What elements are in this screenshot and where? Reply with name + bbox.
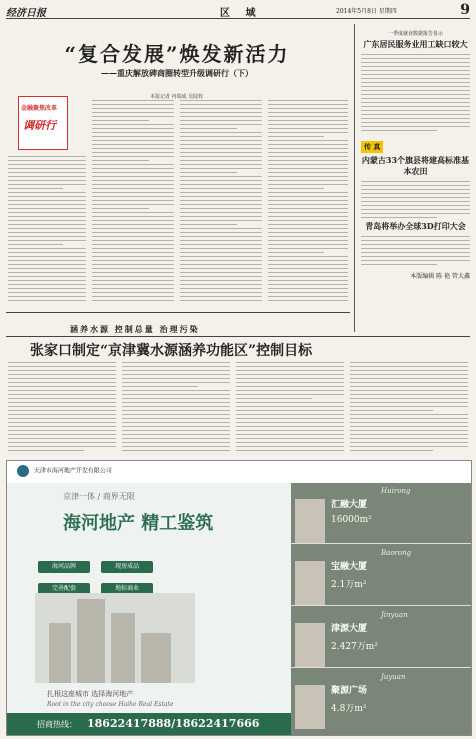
tower-shape: [77, 599, 105, 683]
project-area: 4.8万m²: [331, 704, 367, 714]
project-area: 2.1万m²: [331, 580, 367, 590]
lead-bottom-rule: [6, 312, 350, 313]
badge-main-text: 调研行: [23, 119, 56, 132]
ad-brand-line: 京津一体 / 商界无限: [63, 492, 135, 501]
phone-number: 18622417888/18622417666: [87, 717, 260, 730]
lead-body-col-3: [180, 100, 262, 306]
feature-pill: 现房成品: [101, 561, 153, 573]
ad-slogan: 扎根这座城市 选择海河地产: [47, 690, 134, 698]
story2-body-col-3: [236, 362, 344, 454]
building-thumbnail: [295, 499, 325, 543]
project-english-name: Juyuan: [381, 673, 406, 681]
project-name: 汇融大厦: [331, 500, 368, 510]
lead-body-col-2: [92, 100, 174, 306]
project-english-name: Baorong: [381, 549, 412, 557]
lead-body-col-4: [268, 100, 348, 306]
real-estate-ad: [6, 460, 472, 736]
lead-subheadline: ——重庆解放碑商圈转型升级调研行（下）: [101, 68, 253, 78]
project-name: 津源大厦: [331, 624, 368, 634]
project-tile: [291, 607, 471, 668]
page-header: [6, 4, 470, 19]
brief-1-title: 广东居民服务业用工缺口较大: [363, 39, 468, 49]
phone-label: 招商热线：: [37, 720, 77, 729]
feature-pill: 地标商业: [101, 583, 153, 595]
story2-body-col-4: [350, 362, 468, 454]
paper-name: 经济日报: [6, 8, 46, 19]
tower-shape: [49, 623, 71, 683]
briefs-column: [354, 24, 470, 332]
ad-building-illustration: [35, 593, 195, 683]
brief-2-title: 内蒙古33个旗县将建高标准基本农田: [361, 155, 470, 176]
page-number: 9: [460, 2, 470, 18]
project-name: 宝融大厦: [331, 562, 368, 572]
lead-headline: “复合发展”焕发新活力: [64, 42, 290, 66]
tower-shape: [141, 633, 171, 683]
ad-phone-bar: [7, 713, 291, 735]
lead-byline: 本报记者 冉瑞成 吴陆牧: [150, 94, 204, 100]
building-thumbnail: [295, 623, 325, 667]
project-area: 16000m²: [331, 515, 372, 525]
page-editors: 本版编辑 陈 艳 管大鑫: [410, 273, 470, 280]
project-tile: [291, 545, 471, 606]
column-badge: [18, 96, 68, 150]
story2-body-col-1: [8, 362, 116, 454]
brief-2-body: [361, 181, 470, 218]
lead-body-col-1: [8, 156, 86, 306]
brief-1-body: [361, 54, 470, 131]
brief-1-header: 一季度就业数据报告显示: [387, 31, 443, 37]
story2-body-col-2: [122, 362, 230, 454]
section-title: 区 域: [220, 8, 262, 19]
project-area: 2.427万m²: [331, 642, 378, 652]
project-name: 聚源广场: [331, 686, 368, 696]
brief-3-title: 青岛将举办全球3D打印大会: [365, 221, 466, 231]
building-thumbnail: [295, 561, 325, 605]
ad-headline: 海河地产 精工鉴筑: [63, 513, 214, 534]
ad-slogan-english: Root in the city choose Haihe Real Estate: [47, 701, 174, 708]
project-english-name: Jinyuan: [381, 611, 408, 619]
ad-main-panel: [7, 483, 291, 735]
company-logo-icon: [17, 465, 29, 477]
ad-company-logo: [17, 465, 112, 477]
brief-3-body: [361, 236, 470, 265]
story2-kicker: 涵养水源 控制总量 治理污染: [70, 324, 200, 334]
ad-projects-panel: [291, 483, 471, 735]
issue-date: 2014年5月8日 星期四: [336, 8, 397, 15]
badge-top-text: 金融聚焦改革: [21, 105, 58, 112]
building-thumbnail: [295, 685, 325, 729]
feature-pill: 海河品牌: [38, 561, 90, 573]
ad-logo-bar: [7, 461, 471, 484]
project-tile: [291, 483, 471, 544]
feature-pill: 完善配套: [38, 583, 90, 595]
project-tile: [291, 669, 471, 729]
fax-tag: 传 真: [361, 141, 383, 153]
project-english-name: Huirong: [381, 487, 411, 495]
middle-rule: [6, 336, 470, 337]
ad-company-name: 天津市海河地产开发有限公司: [33, 467, 112, 475]
tower-shape: [111, 613, 135, 683]
story2-headline: 张家口制定“京津冀水源涵养功能区”控制目标: [30, 343, 313, 359]
